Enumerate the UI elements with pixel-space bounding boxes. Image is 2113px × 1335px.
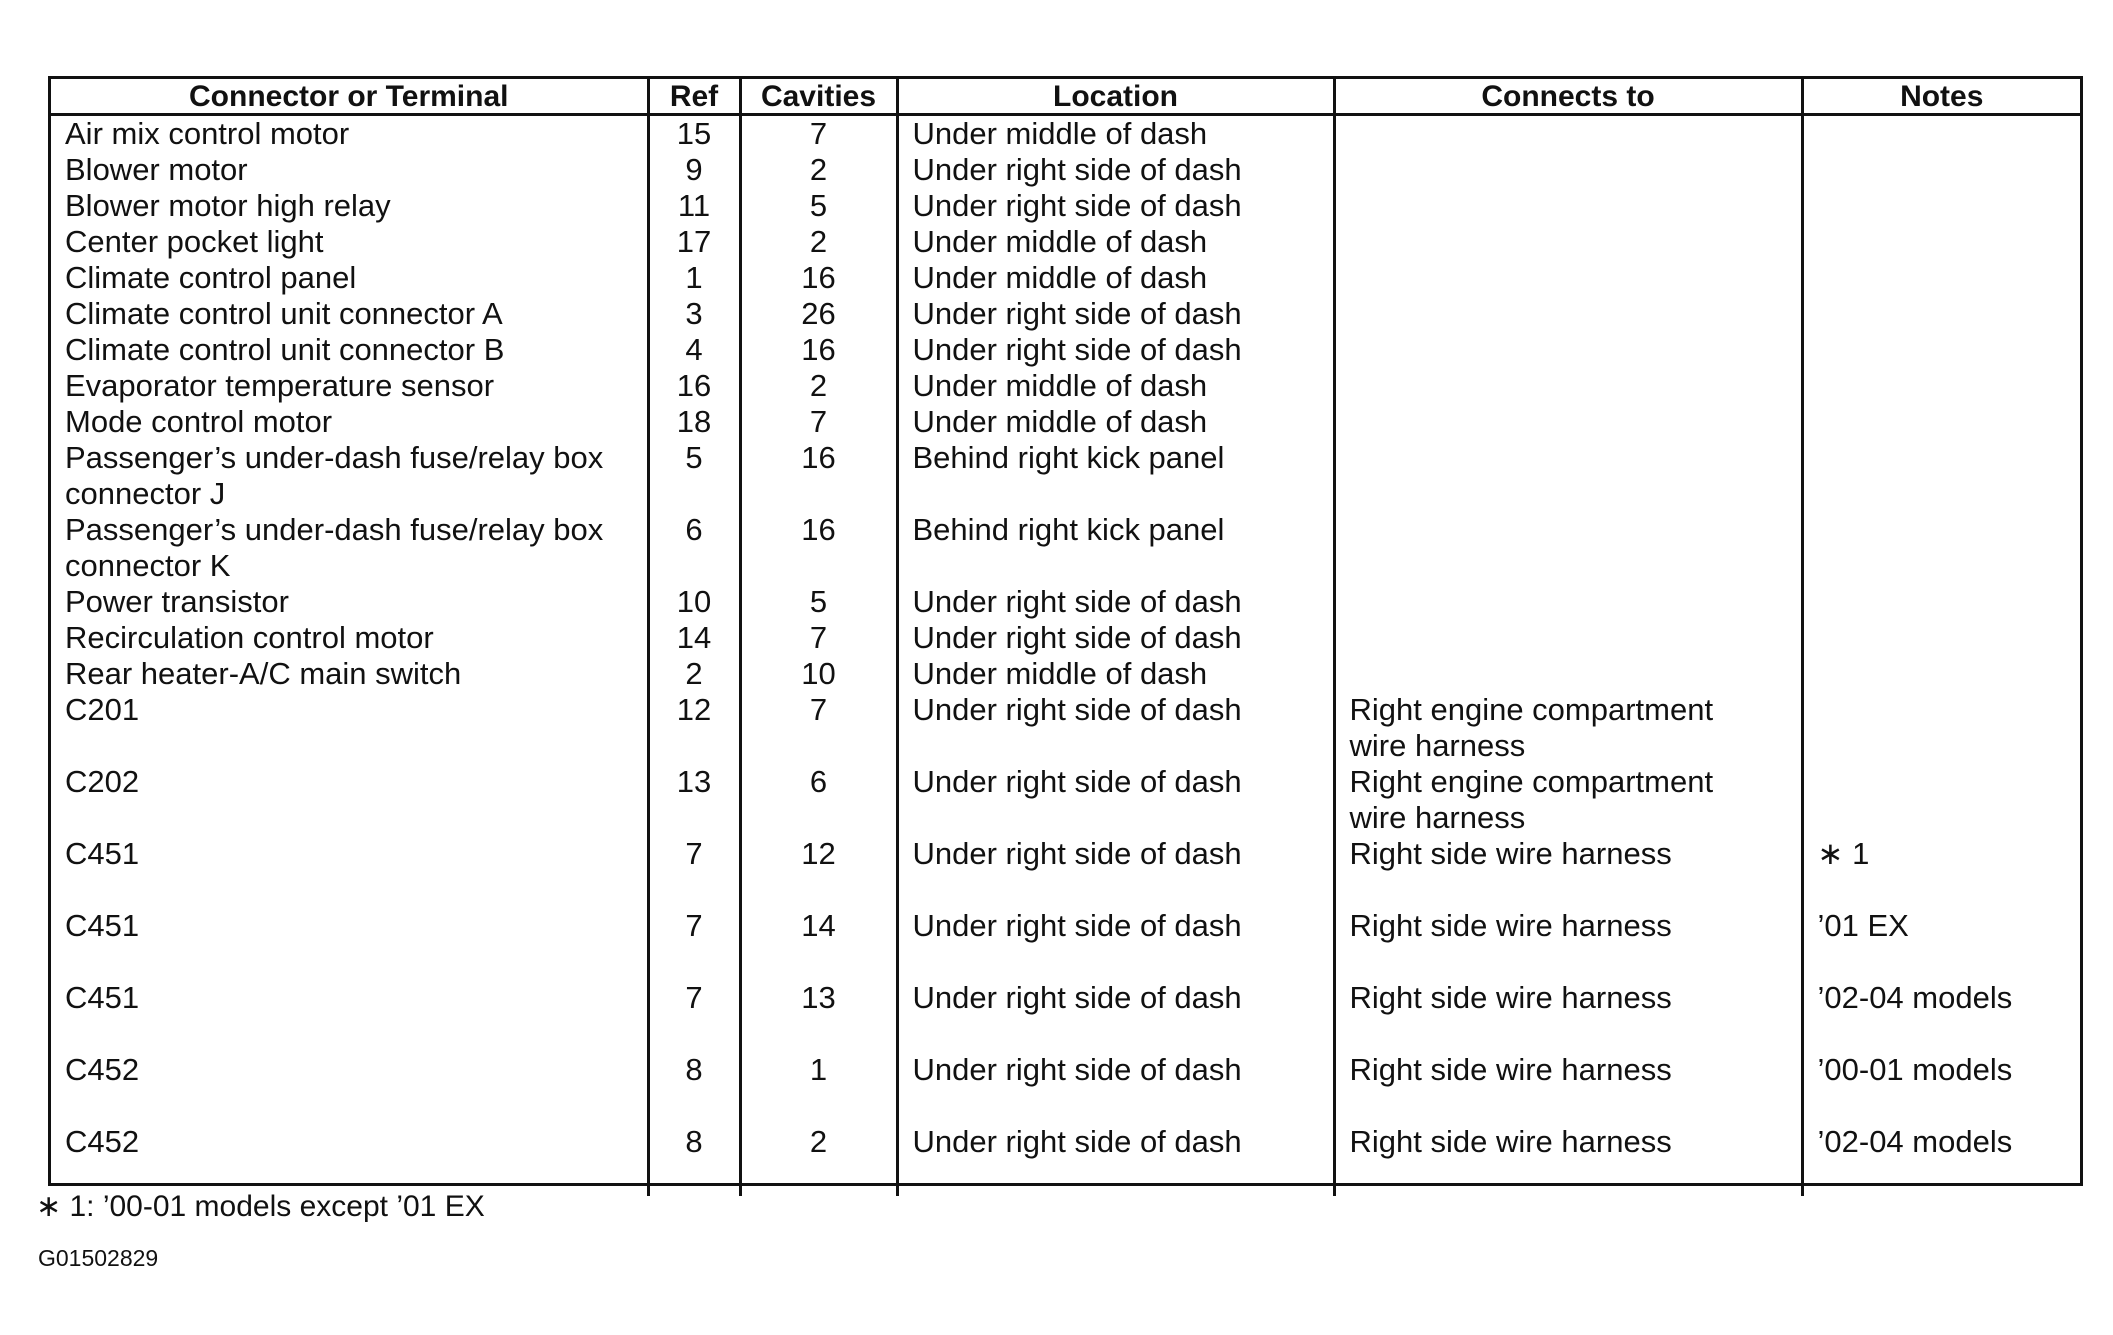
cell-notes — [1802, 224, 2080, 260]
cell-notes — [1802, 692, 2080, 764]
cell-cavities — [740, 1052, 897, 1124]
cavities-count: 10 — [801, 656, 836, 691]
cell-location — [897, 980, 1334, 1052]
connector-name: C451 — [65, 836, 140, 871]
location-text: Under middle of dash — [912, 116, 1208, 151]
connector-name: C452 — [65, 1124, 140, 1159]
connects-to-text: Right side wire harness — [1349, 1052, 1672, 1087]
cell-ref — [648, 836, 740, 908]
table-row — [51, 404, 2080, 440]
location-text: Under right side of dash — [912, 584, 1242, 619]
ref-number: 8 — [685, 1124, 703, 1159]
table-row — [51, 332, 2080, 368]
table-row — [51, 1124, 2080, 1196]
cell-ref — [648, 620, 740, 656]
table-row — [51, 296, 2080, 332]
connects-to-text: Right side wire harness — [1349, 836, 1672, 871]
cell-ref — [648, 260, 740, 296]
cell-connector — [51, 584, 648, 620]
table-row — [51, 260, 2080, 296]
cell-connector — [51, 1124, 648, 1196]
table-row — [51, 188, 2080, 224]
connects-to-text: Right side wire harness — [1349, 980, 1672, 1015]
connector-name: Recirculation control motor — [65, 620, 434, 655]
cavities-count: 7 — [809, 116, 828, 151]
cavities-count: 2 — [809, 368, 828, 403]
ref-number: 3 — [685, 296, 703, 331]
cell-connector — [51, 152, 648, 188]
cell-connects-to — [1334, 620, 1802, 656]
ref-number: 7 — [685, 980, 703, 1015]
cell-location — [897, 692, 1334, 764]
connector-name: C201 — [65, 692, 140, 727]
ref-number: 4 — [685, 332, 703, 367]
connector-name: Air mix control motor — [65, 116, 350, 151]
cell-connects-to — [1334, 368, 1802, 404]
connects-to-text-cont: wire harness — [1349, 728, 1526, 763]
cell-connector — [51, 368, 648, 404]
cell-notes — [1802, 440, 2080, 512]
table-body — [51, 115, 2080, 1197]
cavities-count: 16 — [801, 440, 836, 475]
ref-number: 2 — [685, 656, 703, 691]
cell-location — [897, 260, 1334, 296]
cell-location — [897, 512, 1334, 584]
cell-ref — [648, 692, 740, 764]
ref-number: 13 — [676, 764, 712, 799]
cell-notes — [1802, 764, 2080, 836]
cavities-count: 7 — [809, 692, 828, 727]
cell-connects-to — [1334, 764, 1802, 836]
ref-number: 17 — [676, 224, 712, 259]
cavities-count: 2 — [809, 152, 828, 187]
cell-ref — [648, 764, 740, 836]
connector-name: Rear heater-A/C main switch — [65, 656, 462, 691]
ref-number: 11 — [677, 188, 711, 223]
connector-name: Power transistor — [65, 584, 289, 619]
header-cavities: Cavities — [740, 79, 897, 115]
cell-connector — [51, 764, 648, 836]
cavities-count: 5 — [809, 188, 828, 223]
cell-notes — [1802, 152, 2080, 188]
table-row — [51, 440, 2080, 512]
cell-connector — [51, 296, 648, 332]
connects-to-text: Right engine compartment — [1349, 692, 1714, 727]
cell-ref — [648, 656, 740, 692]
cell-cavities — [740, 188, 897, 224]
connector-name: C202 — [65, 764, 140, 799]
cell-connects-to — [1334, 224, 1802, 260]
cell-connects-to — [1334, 980, 1802, 1052]
cell-notes — [1802, 584, 2080, 620]
cavities-count: 14 — [801, 908, 836, 943]
ref-number: 14 — [676, 620, 712, 655]
cell-connector — [51, 512, 648, 584]
ref-number: 1 — [685, 260, 703, 295]
cell-notes — [1802, 115, 2080, 153]
notes-text: ’02-04 models — [1817, 980, 2013, 1015]
connector-name: Evaporator temperature sensor — [65, 368, 495, 403]
cell-location — [897, 1052, 1334, 1124]
cell-cavities — [740, 1124, 897, 1196]
header-location: Location — [897, 79, 1334, 115]
cell-cavities — [740, 764, 897, 836]
cavities-count: 6 — [809, 764, 828, 799]
header-connector: Connector or Terminal — [51, 79, 648, 115]
cell-connector — [51, 188, 648, 224]
cell-connects-to — [1334, 404, 1802, 440]
cell-ref — [648, 332, 740, 368]
cell-notes — [1802, 1124, 2080, 1196]
connects-to-text: Right engine compartment — [1349, 764, 1714, 799]
connector-name: Blower motor high relay — [65, 188, 391, 223]
cell-ref — [648, 404, 740, 440]
notes-text: ’01 EX — [1817, 908, 1909, 943]
cell-connector — [51, 692, 648, 764]
location-text: Under right side of dash — [912, 1052, 1242, 1087]
location-text: Under right side of dash — [912, 152, 1242, 187]
connector-name-cont: connector K — [65, 548, 231, 583]
connects-to-text: Right side wire harness — [1349, 908, 1672, 943]
cell-cavities — [740, 152, 897, 188]
cell-connects-to — [1334, 115, 1802, 153]
table-row — [51, 152, 2080, 188]
header-notes: Notes — [1802, 79, 2080, 115]
cell-connector — [51, 115, 648, 153]
cell-cavities — [740, 620, 897, 656]
cell-notes — [1802, 1052, 2080, 1124]
connects-to-text: Right side wire harness — [1349, 1124, 1672, 1159]
location-text: Under right side of dash — [912, 908, 1242, 943]
cell-notes — [1802, 908, 2080, 980]
table-row — [51, 908, 2080, 980]
ref-number: 6 — [685, 512, 703, 547]
cell-notes — [1802, 188, 2080, 224]
cell-notes — [1802, 332, 2080, 368]
cell-connector — [51, 260, 648, 296]
cell-connector — [51, 1052, 648, 1124]
cell-connects-to — [1334, 440, 1802, 512]
cell-location — [897, 404, 1334, 440]
cell-notes — [1802, 296, 2080, 332]
ref-number: 5 — [685, 440, 703, 475]
connector-name: Climate control unit connector B — [65, 332, 505, 367]
cell-ref — [648, 188, 740, 224]
cell-cavities — [740, 296, 897, 332]
location-text: Under middle of dash — [912, 656, 1208, 691]
ref-number: 16 — [676, 368, 712, 403]
ref-number: 9 — [685, 152, 703, 187]
footnote: ∗ 1: ’00-01 models except ’01 EX — [36, 1190, 485, 1223]
cell-connects-to — [1334, 512, 1802, 584]
cell-ref — [648, 584, 740, 620]
connector-table — [51, 79, 2080, 1196]
cell-location — [897, 620, 1334, 656]
ref-number: 18 — [676, 404, 712, 439]
cell-cavities — [740, 440, 897, 512]
cell-ref — [648, 908, 740, 980]
cell-cavities — [740, 404, 897, 440]
cavities-count: 26 — [801, 296, 836, 331]
cell-cavities — [740, 908, 897, 980]
cell-ref — [648, 1052, 740, 1124]
cell-cavities — [740, 368, 897, 404]
connector-name: C451 — [65, 908, 140, 943]
table-row — [51, 764, 2080, 836]
cell-cavities — [740, 512, 897, 584]
cell-ref — [648, 980, 740, 1052]
table-row — [51, 1052, 2080, 1124]
cavities-count: 5 — [809, 584, 828, 619]
cell-connector — [51, 440, 648, 512]
cell-notes — [1802, 404, 2080, 440]
connector-name: C452 — [65, 1052, 140, 1087]
connects-to-text-cont: wire harness — [1349, 800, 1526, 835]
cavities-count: 16 — [801, 512, 836, 547]
connector-name: Climate control panel — [65, 260, 357, 295]
cell-connector — [51, 836, 648, 908]
cell-connects-to — [1334, 656, 1802, 692]
cell-connects-to — [1334, 152, 1802, 188]
cell-cavities — [740, 692, 897, 764]
connector-name: Blower motor — [65, 152, 248, 187]
location-text: Under right side of dash — [912, 692, 1242, 727]
cell-cavities — [740, 980, 897, 1052]
location-text: Under right side of dash — [912, 188, 1242, 223]
location-text: Behind right kick panel — [912, 512, 1225, 547]
cell-connects-to — [1334, 908, 1802, 980]
cell-location — [897, 908, 1334, 980]
ref-number: 15 — [676, 116, 712, 151]
table-row — [51, 620, 2080, 656]
cell-location — [897, 332, 1334, 368]
cell-connects-to — [1334, 1052, 1802, 1124]
table-row — [51, 368, 2080, 404]
cell-notes — [1802, 620, 2080, 656]
cell-notes — [1802, 512, 2080, 584]
cell-location — [897, 188, 1334, 224]
cell-ref — [648, 115, 740, 153]
cell-connects-to — [1334, 692, 1802, 764]
notes-text: ’02-04 models — [1817, 1124, 2013, 1159]
cavities-count: 7 — [809, 620, 828, 655]
connector-name-cont: connector J — [65, 476, 226, 511]
cell-cavities — [740, 836, 897, 908]
location-text: Under middle of dash — [912, 224, 1208, 259]
location-text: Under middle of dash — [912, 404, 1208, 439]
cell-connector — [51, 656, 648, 692]
cell-connects-to — [1334, 260, 1802, 296]
ref-number: 7 — [685, 836, 703, 871]
cell-location — [897, 296, 1334, 332]
location-text: Under middle of dash — [912, 368, 1208, 403]
cell-notes — [1802, 656, 2080, 692]
location-text: Behind right kick panel — [912, 440, 1225, 475]
cell-location — [897, 368, 1334, 404]
notes-text: ’00-01 models — [1817, 1052, 2013, 1087]
cell-ref — [648, 512, 740, 584]
cell-connector — [51, 980, 648, 1052]
table-row — [51, 512, 2080, 584]
notes-text: ∗ 1 — [1817, 836, 1870, 871]
table-row — [51, 224, 2080, 260]
figure-code: G01502829 — [38, 1245, 159, 1271]
ref-number: 7 — [685, 908, 703, 943]
cavities-count: 1 — [809, 1052, 828, 1087]
cell-notes — [1802, 368, 2080, 404]
header-ref: Ref — [648, 79, 740, 115]
cell-cavities — [740, 656, 897, 692]
table-row — [51, 584, 2080, 620]
table-row — [51, 980, 2080, 1052]
cell-location — [897, 115, 1334, 153]
cell-connector — [51, 332, 648, 368]
connector-name: Passenger’s under-dash fuse/relay box — [65, 512, 604, 547]
table-header-row — [51, 79, 2080, 115]
cell-connector — [51, 224, 648, 260]
header-connects-to: Connects to — [1334, 79, 1802, 115]
connector-name: C451 — [65, 980, 140, 1015]
cell-location — [897, 836, 1334, 908]
location-text: Under right side of dash — [912, 332, 1242, 367]
cell-connector — [51, 620, 648, 656]
cell-ref — [648, 1124, 740, 1196]
cell-location — [897, 152, 1334, 188]
location-text: Under right side of dash — [912, 620, 1242, 655]
location-text: Under right side of dash — [912, 764, 1242, 799]
cell-connects-to — [1334, 1124, 1802, 1196]
connector-name: Center pocket light — [65, 224, 324, 259]
connector-name: Climate control unit connector A — [65, 296, 503, 331]
cell-location — [897, 440, 1334, 512]
ref-number: 10 — [676, 584, 712, 619]
table-row — [51, 115, 2080, 153]
cell-ref — [648, 296, 740, 332]
ref-number: 8 — [685, 1052, 703, 1087]
cell-ref — [648, 224, 740, 260]
cell-cavities — [740, 332, 897, 368]
cell-connects-to — [1334, 332, 1802, 368]
cavities-count: 13 — [801, 980, 836, 1015]
table-row — [51, 836, 2080, 908]
cavities-count: 16 — [801, 332, 836, 367]
cell-connects-to — [1334, 296, 1802, 332]
cavities-count: 2 — [809, 224, 828, 259]
cell-connector — [51, 908, 648, 980]
cell-connects-to — [1334, 188, 1802, 224]
cell-ref — [648, 440, 740, 512]
cavities-count: 2 — [809, 1124, 828, 1159]
cell-cavities — [740, 584, 897, 620]
cell-notes — [1802, 836, 2080, 908]
location-text: Under middle of dash — [912, 260, 1208, 295]
table-row — [51, 692, 2080, 764]
cell-connector — [51, 404, 648, 440]
connector-table-frame — [48, 76, 2083, 1186]
cell-location — [897, 764, 1334, 836]
cavities-count: 7 — [809, 404, 828, 439]
cavities-count: 16 — [801, 260, 836, 295]
cell-ref — [648, 368, 740, 404]
cell-notes — [1802, 980, 2080, 1052]
ref-number: 12 — [676, 692, 712, 727]
location-text: Under right side of dash — [912, 836, 1242, 871]
location-text: Under right side of dash — [912, 1124, 1242, 1159]
cavities-count: 12 — [801, 836, 836, 871]
cell-location — [897, 656, 1334, 692]
connector-name: Passenger’s under-dash fuse/relay box — [65, 440, 604, 475]
cell-notes — [1802, 260, 2080, 296]
cell-location — [897, 584, 1334, 620]
table-row — [51, 656, 2080, 692]
connector-name: Mode control motor — [65, 404, 333, 439]
cell-cavities — [740, 224, 897, 260]
cell-ref — [648, 152, 740, 188]
location-text: Under right side of dash — [912, 296, 1242, 331]
location-text: Under right side of dash — [912, 980, 1242, 1015]
cell-connects-to — [1334, 836, 1802, 908]
cell-location — [897, 1124, 1334, 1196]
cell-connects-to — [1334, 584, 1802, 620]
cell-cavities — [740, 115, 897, 153]
cell-cavities — [740, 260, 897, 296]
cell-location — [897, 224, 1334, 260]
